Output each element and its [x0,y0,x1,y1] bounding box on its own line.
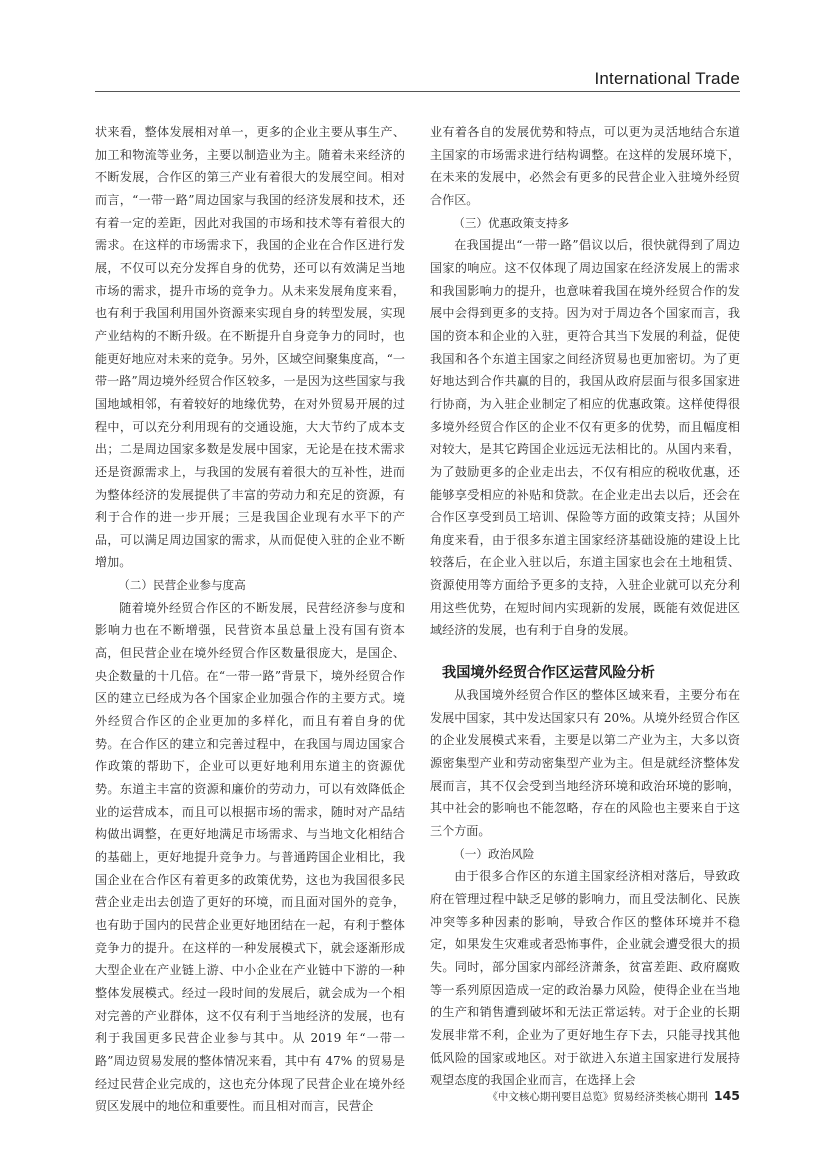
page-header [95,66,740,92]
paragraph-political-risk: 由于很多合作区的东道主国家经济相对落后，导致政府在管理过程中缺乏足够的影响力，而且受法制化、民族冲突等多种因素的影响，导致合作区的整体环境并不稳定，如果发生灾难或者恐怖事件，企业就会遭受很大的损失。同时，部分国家内部经济萧条，贫富差距、政府腐败等一系列原因造成一定的政治暴力风险，使得企业在当地的生产和销售遭到破坏和无法正常运转。对于企业的长期发展非常不利，企业为了更好地生存下去，只能寻找其他低风险的国家或地区。对于欲进入东道主国家进行发展持观望态度的我国企业而言，在选择上会 [430,869,740,1088]
paragraph-preferential-policy: 在我国提出“一带一路”倡议以后，很快就得到了周边国家的响应。这不仅体现了周边国家在经济发展上的需求和我国影响力的提升，也意味着我国在境外经贸合作的发展中会得到更多的支持。因为对于周边各个国家而言，我国的资本和企业的入驻，更符合其当下发展的利益，促使我国和各个东道主国家之间经济贸易也更加密切。为了更好地达到合作共赢的目的，我国从政府层面与很多国家进行协商，为入驻企业制定了相应的优惠政策。这样使得很多境外经贸合作区的企业不仅有更多的优势，而且幅度相对较大，是其它跨国企业远远无法相比的。从国内来看，为了鼓励更多的企业走出去，不仅有相应的税收优惠，还能够享受相应的补贴和贷款。在企业走出去以后，还会在合作区享受到员工培训、保险等方面的政策支持；从国外角度来看，由于很多东道主国家经济基础设施的建设上比较落后，在企业入驻以后，东道主国家也会在土地租赁、资源使用等方面给予更多的支持，入驻企业就可以充分利用这些优势，在短时间内实现新的发展，既能有效促进区域经济的发展，也有利于自身的发展。 [430,238,740,638]
left-column [95,121,405,1118]
page-footer [440,1088,740,1104]
footer-journal-name: 《中文核心期刊要目总览》贸易经济类核心期刊 [487,1091,708,1103]
running-header-title: International Trade [594,69,740,88]
right-column [430,121,740,1092]
subheading-private-enterprise: （二）民营企业参与度高 [118,578,246,593]
section-title-risk-analysis: 我国境外经贸合作区运营风险分析 [442,665,655,682]
paragraph-continued-right: 业有着各自的发展优势和特点，可以更为灵活地结合东道主国家的市场需求进行结构调整。在这样的发展环境下，在未来的发展中，必然会有更多的民营企业入驻境外经贸合作区。 [430,125,740,207]
page-number: 145 [713,1088,740,1103]
paragraph-risk-overview: 从我国境外经贸合作区的整体区域来看，主要分布在发展中国家，其中发达国家只有 20%。从境外经贸合作区的企业发展模式来看，主要是以第二产业为主，大多以资源密集型产业和劳动密集型产业为主。但是就经济整体发展而言，其不仅会受到当地经济环境和政治环境的影响，其中社会的影响也不能忽略，存在的风险也主要来自于这三个方面。 [430,688,740,839]
header-rule [95,91,740,92]
subheading-preferential-policy: （三）优惠政策支持多 [453,215,570,230]
paragraph-private-enterprise: 随着境外经贸合作区的不断发展，民营经济参与度和影响力也在不断增强，民营资本虽总量上没有国有资本高，但民营企业在境外经贸合作区数量很庞大，是国企、央企数量的十几倍。在“一带一路”背景下，境外经贸合作区的建立已经成为各个国家企业加强合作的主要方式。境外经贸合作区的企业更加的多样化，而且有着自身的优势。在合作区的建立和完善过程中，在我国与周边国家合作政策的帮助下，企业可以更好地利用东道主的资源优势。东道主丰富的资源和廉价的劳动力，可以有效降低企业的运营成本，而且可以根据市场的需求，随时对产品结构做出调整，在更好地满足市场需求、与当地文化相结合的基础上，更好地提升竞争力。与普通跨国企业相比，我国企业在合作区有着更多的政策优势，这也为我国很多民营企业走出去创造了更好的环境，而且面对国外的竞争，也有助于国内的民营企业更好地团结在一起，有利于整体竞争力的提升。在这样的一种发展模式下，就会逐渐形成大型企业在产业链上游、中小企业在产业链中下游的一种整体发展模式。经过一段时间的发展后，就会成为一个相对完善的产业群体，这不仅有利于当地经济的发展，也有利于我国更多民营企业参与其中。从 2019 年“一带一路”周边贸易发展的整体情况来看，其中有 47% 的贸易是经过民营企业完成的，这也充分体现了民营企业在境外经贸区发展中的地位和重要性。而且相对而言，民营企 [95,600,405,1114]
paragraph-continued: 状来看，整体发展相对单一，更多的企业主要从事生产、加工和物流等业务，主要以制造业为主。随着未来经济的不断发展，合作区的第三产业有着很大的发展空间。相对而言，“一带一路”周边国家与我国的经济发展和技术，还有着一定的差距，因此对我国的市场和技术等有着很大的需求。在这样的市场需求下，我国的企业在合作区进行发展，不仅可以充分发挥自身的优势，还可以有效满足当地市场的需求，提升市场的竞争力。从未来发展角度来看，也有利于我国利用国外资源来实现自身的转型发展，实现产业结构的不断升级。在不断提升自身竞争力的同时，也能更好地应对未来的竞争。另外，区域空间聚集度高，“一带一路”周边境外经贸合作区较多，一是因为这些国家与我国地域相邻，有着较好的地缘优势，在对外贸易开展的过程中，可以充分利用现有的交通设施，大大节约了成本支出；二是周边国家多数是发展中国家，无论是在技术需求还是资源需求上，与我国的发展有着很大的互补性，进而为整体经济的发展提供了丰富的劳动力和充足的资源，有利于合作的进一步开展；三是我国企业现有水平下的产品，可以满足周边国家的需求，从而促使入驻的企业不断增加。 [95,125,405,570]
subheading-political-risk: （一）政治风险 [453,846,535,861]
